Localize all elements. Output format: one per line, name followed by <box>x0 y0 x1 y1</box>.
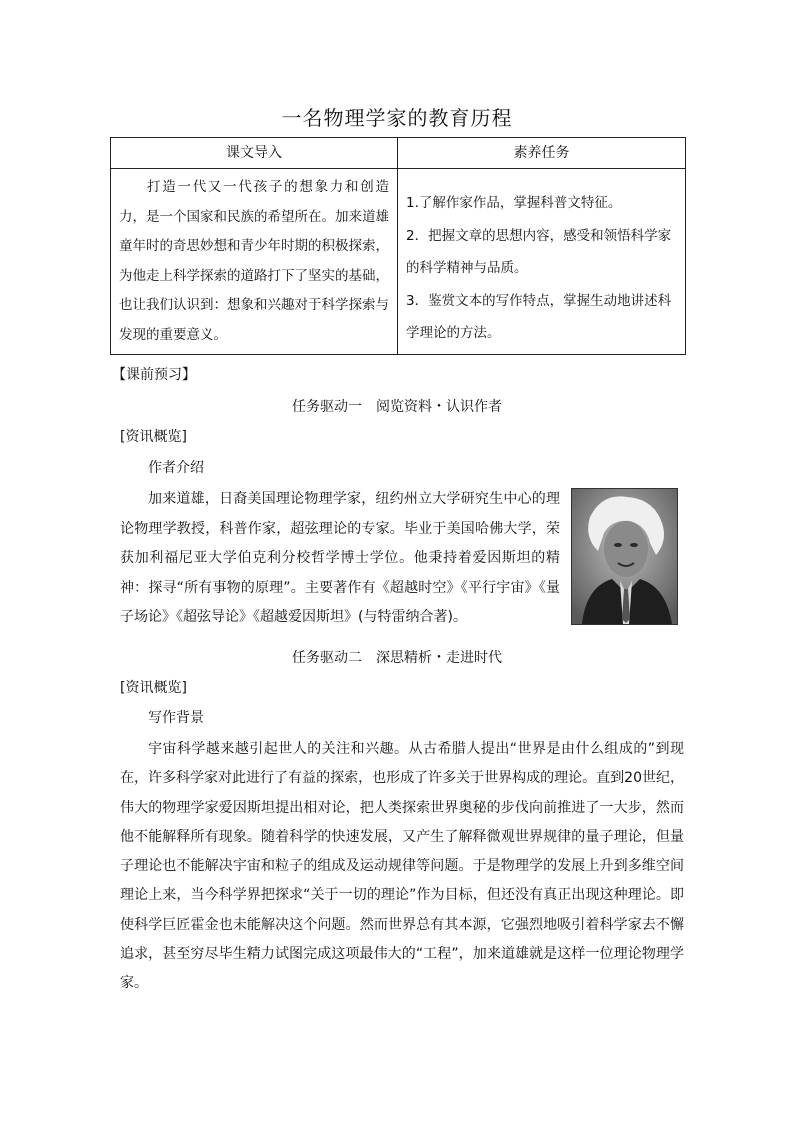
task-line: 3．鉴赏文本的写作特点，掌握生动地讲述科 <box>406 292 672 309</box>
author-photo <box>571 488 678 625</box>
tasks-cell <box>398 169 686 355</box>
intro-text-cell <box>111 169 398 355</box>
section2-tag: [资讯概览] <box>120 680 187 696</box>
section2-heading: 任务驱动二 深思精析・走进时代 <box>292 650 502 666</box>
intro-text: 打造一代又一代孩子的想象力和创造力，是一个国家和民族的希望所在。加来道雄童年时的奇思妙想和青少年时期的积极探索，为他走上科学探索的道路打下了坚实的基础，也让我们认识到：想象和兴趣对于科学探索与发现的重要意义。 <box>119 179 389 343</box>
author-photo-image <box>572 489 677 624</box>
table-header-tasks: 素养任务 <box>398 138 686 169</box>
section2-subheading: 写作背景 <box>148 710 204 726</box>
preview-label: 【课前预习】 <box>112 367 196 383</box>
task-line: 的科学精神与品质。 <box>406 260 528 276</box>
section1-heading: 任务驱动一 阅览资料・认识作者 <box>292 399 502 415</box>
author-intro-paragraph: 加来道雄，日裔美国理论物理学家，纽约州立大学研究生中心的理论物理学教授，科普作家，超弦理论的专家。毕业于美国哈佛大学，荣获加利福尼亚大学伯克利分校哲学博士学位。他秉持着爱因斯坦的精神：探寻“所有事物的原理”。主要著作有《超越时空》《平行宇宙》《量子场论》《超弦导论》《超越爱因斯坦》(与特雷纳合著)。 <box>120 491 560 625</box>
task-line: 1.了解作家作品，掌握科普文特征。 <box>406 195 622 211</box>
task-line: 学理论的方法。 <box>406 325 501 341</box>
intro-table <box>110 137 686 355</box>
table-header-intro: 课文导入 <box>111 138 398 169</box>
page-title: 一名物理学家的教育历程 <box>281 106 513 130</box>
background-paragraph: 宇宙科学越来越引起世人的关注和兴趣。从古希腊人提出“世界是由什么组成的”到现在，许多科学家对此进行了有益的探索，也形成了许多关于世界构成的理论。直到20世纪，伟大的物理学家爱因斯坦提出相对论，把人类探索世界奥秘的步伐向前推进了一大步，然而他不能解释所有现象。随着科学的快速发展，又产生了解释微观世界规律的量子理论，但量子理论也不能解决宇宙和粒子的组成及运动规律等问题。于是物理学的发展上升到多维空间理论上来，当今科学界把探求“关于一切的理论”作为目标，但还没有真正出现这种理论。即使科学巨匠霍金也未能解决这个问题。然而世界总有其本源，它强烈地吸引着科学家去不懈追求，甚至穷尽毕生精力试图完成这项最伟大的“工程”，加来道雄就是这样一位理论物理学家。 <box>120 741 684 992</box>
section1-tag: [资讯概览] <box>120 429 187 445</box>
section1-subheading: 作者介绍 <box>148 460 204 476</box>
task-line: 2．把握文章的思想内容，感受和领悟科学家 <box>406 227 672 244</box>
